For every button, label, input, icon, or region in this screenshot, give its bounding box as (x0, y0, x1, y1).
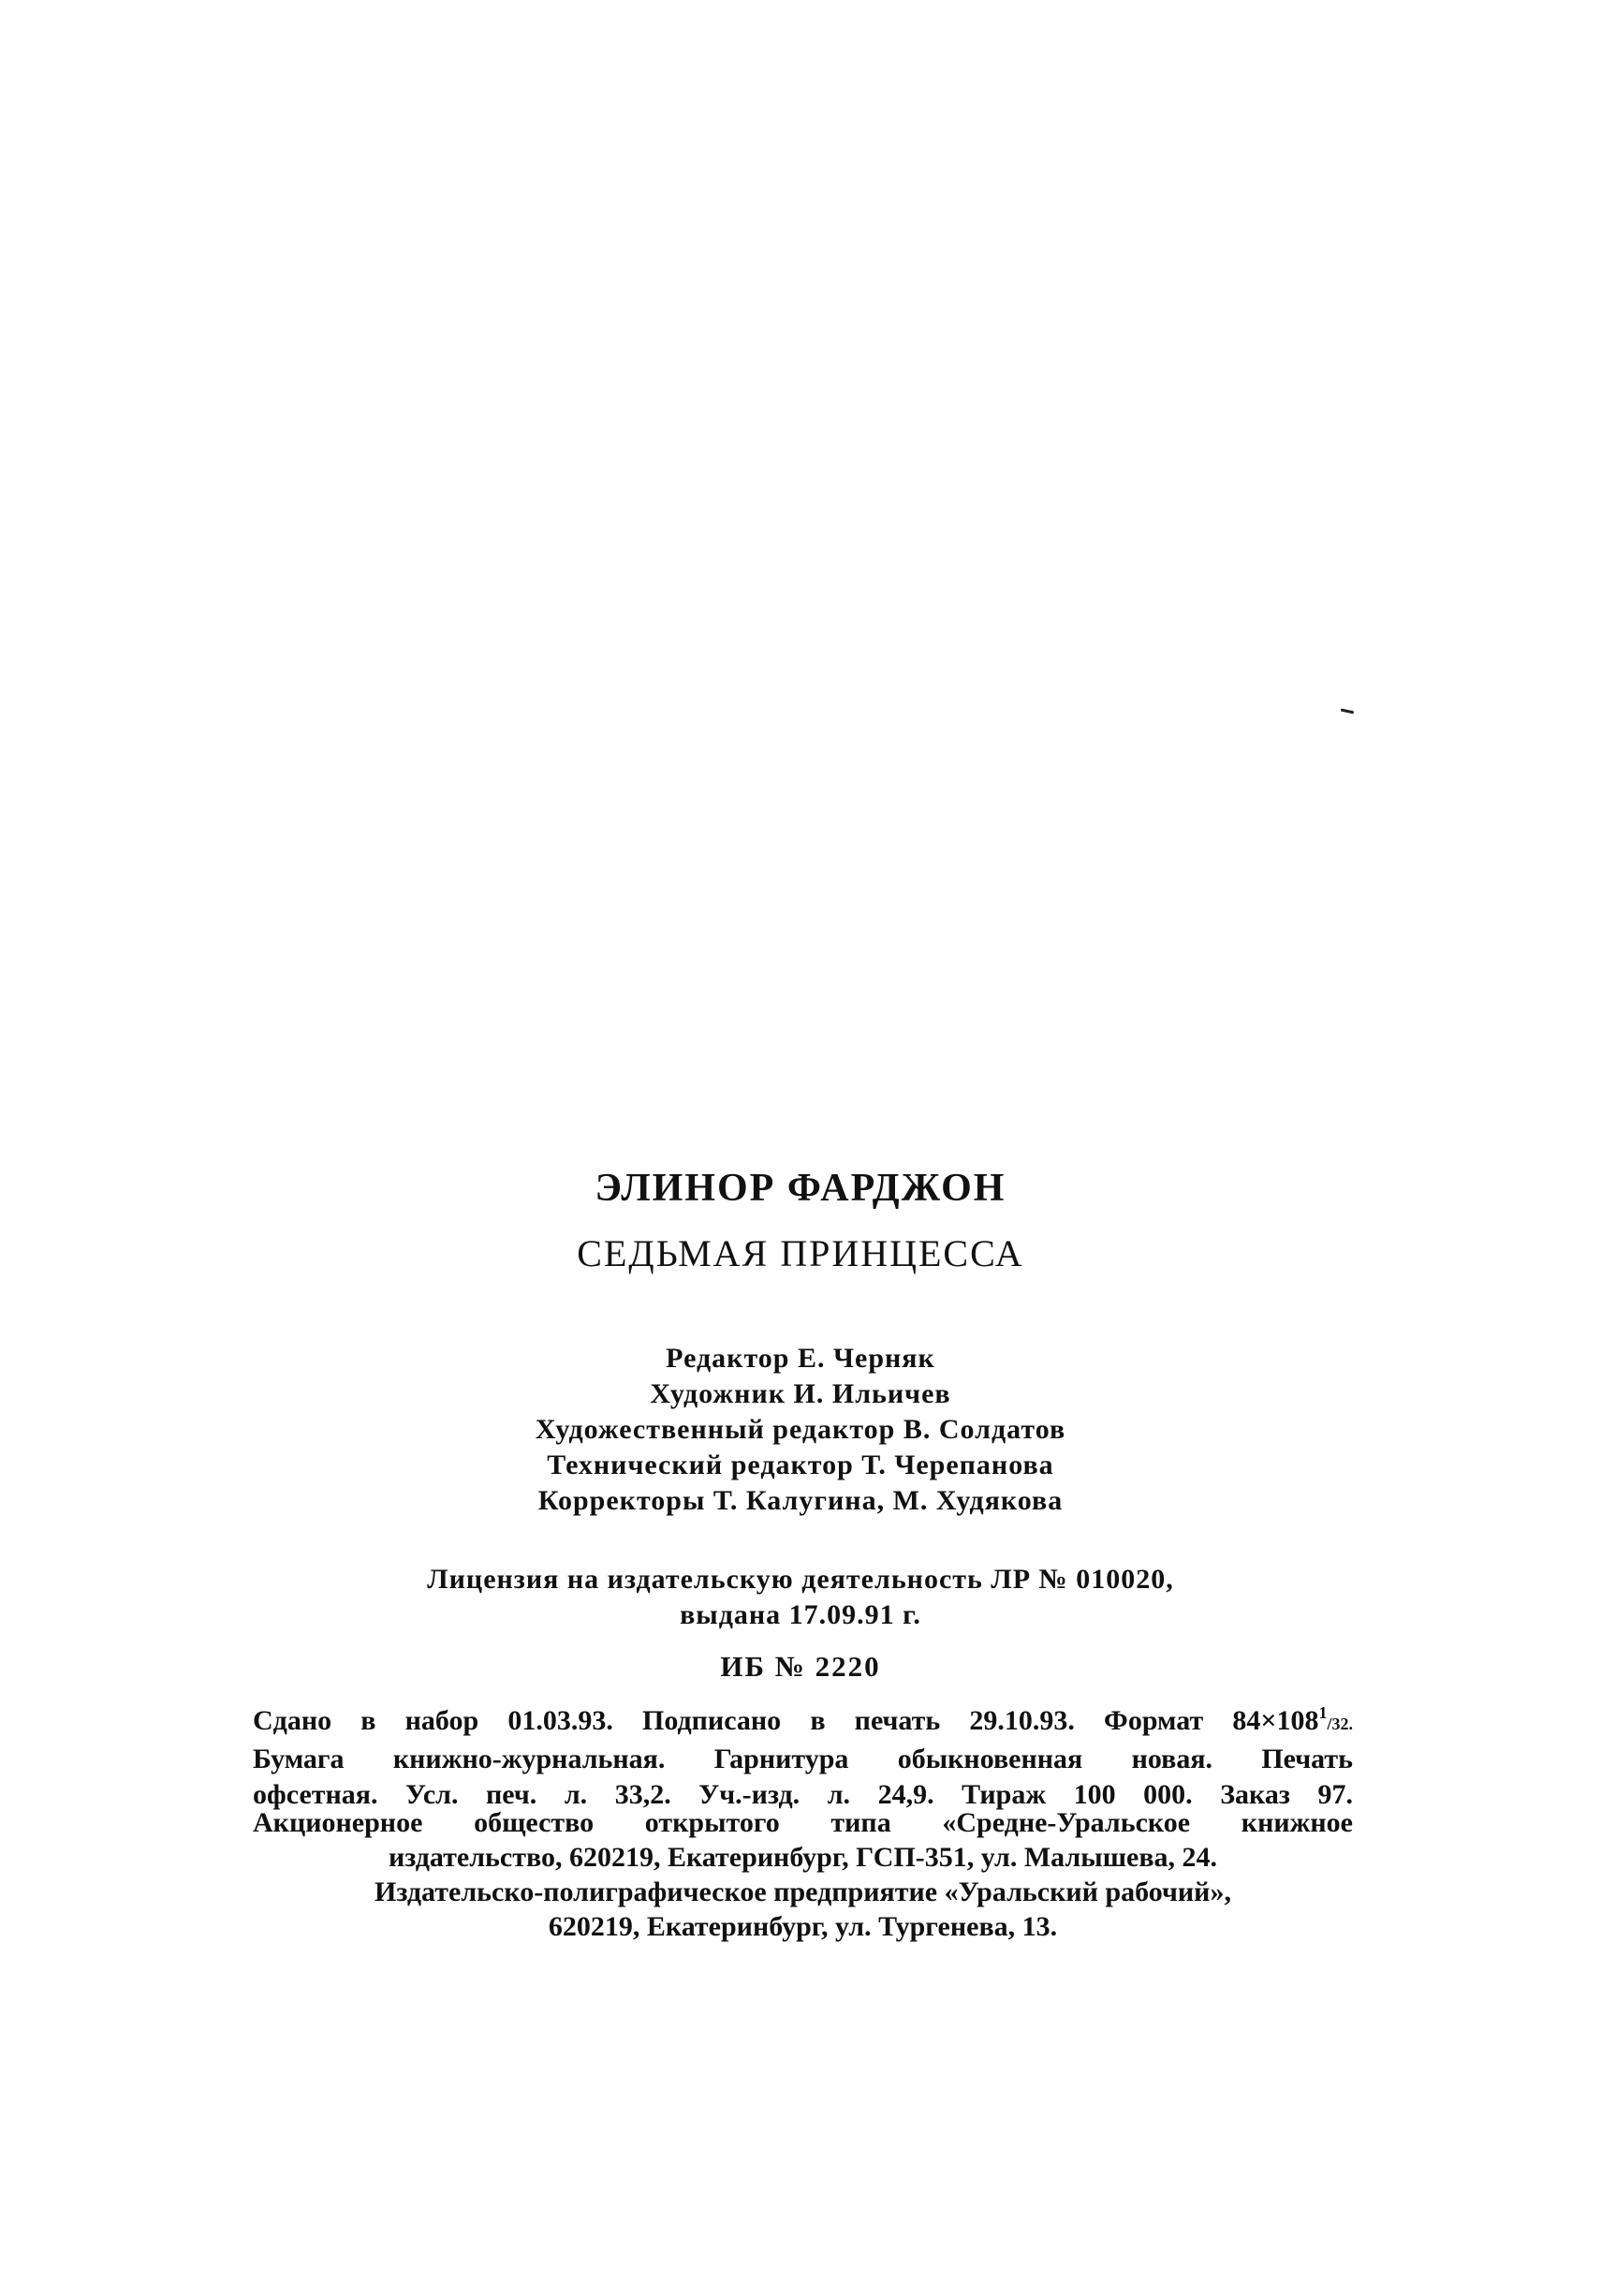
format-fraction-denominator: /32. (1327, 1715, 1353, 1733)
stray-print-mark (1341, 709, 1354, 714)
credit-editor: Редактор Е. Черняк (666, 1343, 935, 1374)
print-specs-line-2: Бумага книжно-журнальная. Гарнитура обыкновенная новая. Печать (253, 1744, 1353, 1774)
book-title: СЕДЬМАЯ ПРИНЦЕССА (577, 1232, 1024, 1274)
credits-block (215, 1341, 1386, 1519)
ib-number: ИБ № 2220 (720, 1650, 881, 1683)
publisher-line-4: 620219, Екатеринбург, ул. Тургенева, 13. (548, 1911, 1058, 1942)
credit-artist: Художник И. Ильичев (650, 1378, 951, 1409)
credit-technical-editor: Технический редактор Т. Черепанова (547, 1450, 1054, 1480)
credit-art-editor: Художественный редактор В. Солдатов (535, 1414, 1066, 1445)
publisher-line-1: Акционерное общество открытого типа «Средне-Уральское книжное (253, 1807, 1353, 1838)
print-specs-line-3: офсетная. Усл. печ. л. 33,2. Уч.-изд. л. 24,9. Тираж 100 000. Заказ 97. (253, 1779, 1353, 1810)
print-specs-block (253, 1695, 1353, 1813)
publisher-block (253, 1805, 1353, 1944)
credit-proofreaders: Корректоры Т. Калугина, М. Худякова (537, 1485, 1064, 1516)
publisher-line-2: издательство, 620219, Екатеринбург, ГСП-351, ул. Малышева, 24. (388, 1842, 1218, 1873)
publisher-line-3: Издательско-полиграфическое предприятие «Уральский рабочий», (375, 1877, 1231, 1907)
format-fraction-numerator: 1 (1318, 1703, 1328, 1722)
license-block (215, 1562, 1386, 1633)
author-name: ЭЛИНОР ФАРДЖОН (595, 1167, 1006, 1210)
print-specs-line-1-text: Сдано в набор 01.03.93. Подписано в печать 29.10.93. Формат 84×108 (253, 1705, 1319, 1736)
license-line-1: Лицензия на издательскую деятельность ЛР № 010020, (427, 1564, 1174, 1595)
license-line-2: выдана 17.09.91 г. (680, 1599, 921, 1630)
print-specs-line-1 (253, 1695, 1353, 1742)
